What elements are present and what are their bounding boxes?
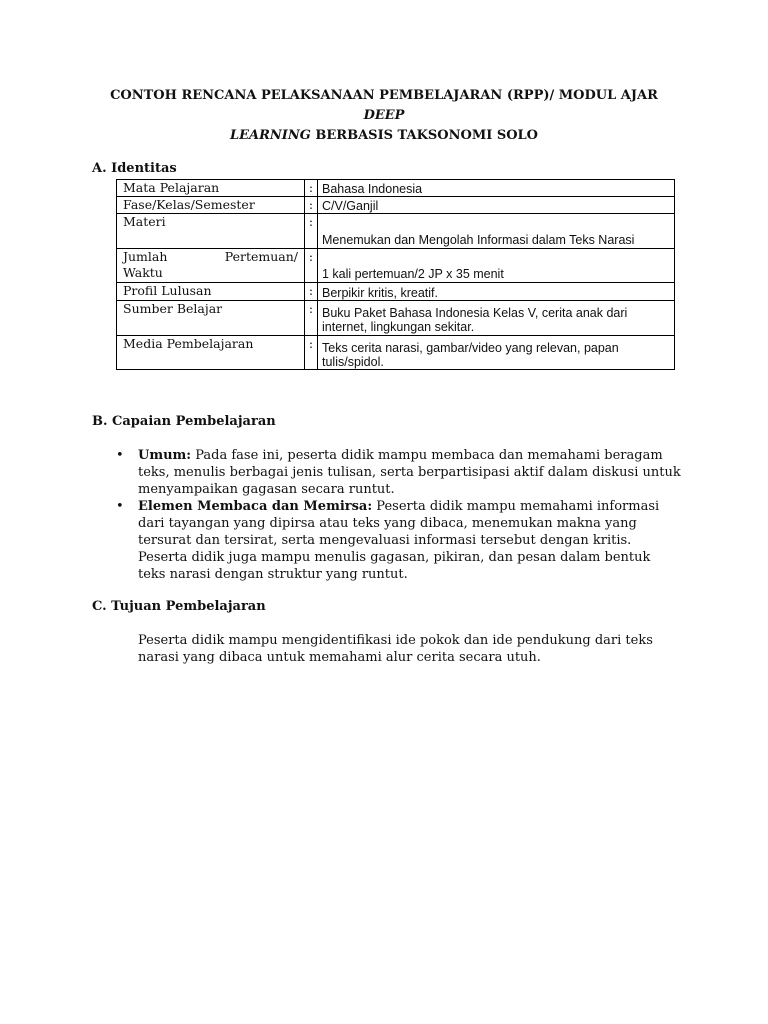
row-value: Berpikir kritis, kreatif. (318, 283, 675, 301)
list-item (116, 447, 681, 498)
learning-objective-text: Peserta didik mampu mengidentifikasi ide pokok dan ide pendukung dari teks narasi yang dibaca untuk memahami alur cerita secara utuh. (138, 633, 653, 665)
row-value (318, 249, 675, 283)
list-item-bold: Elemen Membaca dan Memirsa: (138, 499, 373, 514)
row-label: Materi (117, 214, 305, 249)
title-line1-prefix: CONTOH RENCANA PELAKSANAAN PEMBELAJARAN (RPP)/ MODUL AJAR (110, 88, 658, 103)
row-label: Fase/Kelas/Semester (117, 197, 305, 214)
row-label: Media Pembelajaran (117, 336, 305, 370)
row-colon: : (305, 336, 318, 370)
section-b-heading: B. Capaian Pembelajaran (92, 414, 276, 429)
list-item-bold: Umum: (138, 448, 192, 463)
table-row (117, 214, 675, 249)
row-colon: : (305, 301, 318, 336)
row-colon: : (305, 214, 318, 249)
title-line1-italic: DEEP (363, 108, 405, 123)
row-label-part3: Waktu (123, 265, 163, 280)
row-label-line1 (123, 249, 304, 265)
table-row (117, 180, 675, 197)
row-value: C/V/Ganjil (318, 197, 675, 214)
list-item-text: Pada fase ini, peserta didik mampu membaca dan memahami beragam teks, menulis berbagai jenis tulisan, serta berpartisipasi aktif dalam diskusi untuk menyampaikan gagasan secara runtut. (138, 448, 681, 497)
row-label-part2: Pertemuan/ (224, 249, 298, 264)
row-value-text: Menemukan dan Mengolah Informasi dalam Teks Narasi (322, 233, 635, 247)
row-colon: : (305, 197, 318, 214)
row-colon: : (305, 249, 318, 283)
row-value (318, 214, 675, 249)
identity-table (116, 179, 675, 370)
row-label-part1: Jumlah (123, 249, 168, 264)
table-row (117, 283, 675, 301)
list-item (116, 498, 681, 583)
section-a-heading: A. Identitas (92, 161, 177, 176)
title-line2-suffix: BERBASIS TAKSONOMI SOLO (310, 128, 539, 143)
row-value: Buku Paket Bahasa Indonesia Kelas V, cerita anak dari internet, lingkungan sekitar. (318, 301, 675, 336)
row-label (117, 249, 305, 283)
row-colon: : (305, 283, 318, 301)
row-value: Teks cerita narasi, gambar/video yang relevan, papan tulis/spidol. (318, 336, 675, 370)
row-label: Sumber Belajar (117, 301, 305, 336)
table-row (117, 249, 675, 283)
learning-outcomes-list (116, 447, 681, 583)
table-row (117, 336, 675, 370)
document-title (90, 86, 678, 146)
bullet: • (116, 448, 124, 463)
section-c-heading: C. Tujuan Pembelajaran (92, 599, 266, 614)
row-label: Profil Lulusan (117, 283, 305, 301)
bullet: • (116, 499, 124, 514)
row-value-text: 1 kali pertemuan/2 JP x 35 menit (322, 267, 504, 281)
table-row (117, 301, 675, 336)
row-value: Bahasa Indonesia (318, 180, 675, 197)
table-row (117, 197, 675, 214)
title-line2-italic: LEARNING (229, 128, 311, 143)
list-item-text: Peserta didik mampu memahami informasi dari tayangan yang dipirsa atau teks yang dibaca, menemukan makna yang tersurat dan tersirat, serta mengevaluasi informasi tersebut dengan kritis. Peserta didik juga mampu menulis gagasan, pikiran, dan pesan dalam bentuk teks narasi dengan struktur yang runtut. (138, 499, 660, 582)
row-label: Mata Pelajaran (117, 180, 305, 197)
row-colon: : (305, 180, 318, 197)
